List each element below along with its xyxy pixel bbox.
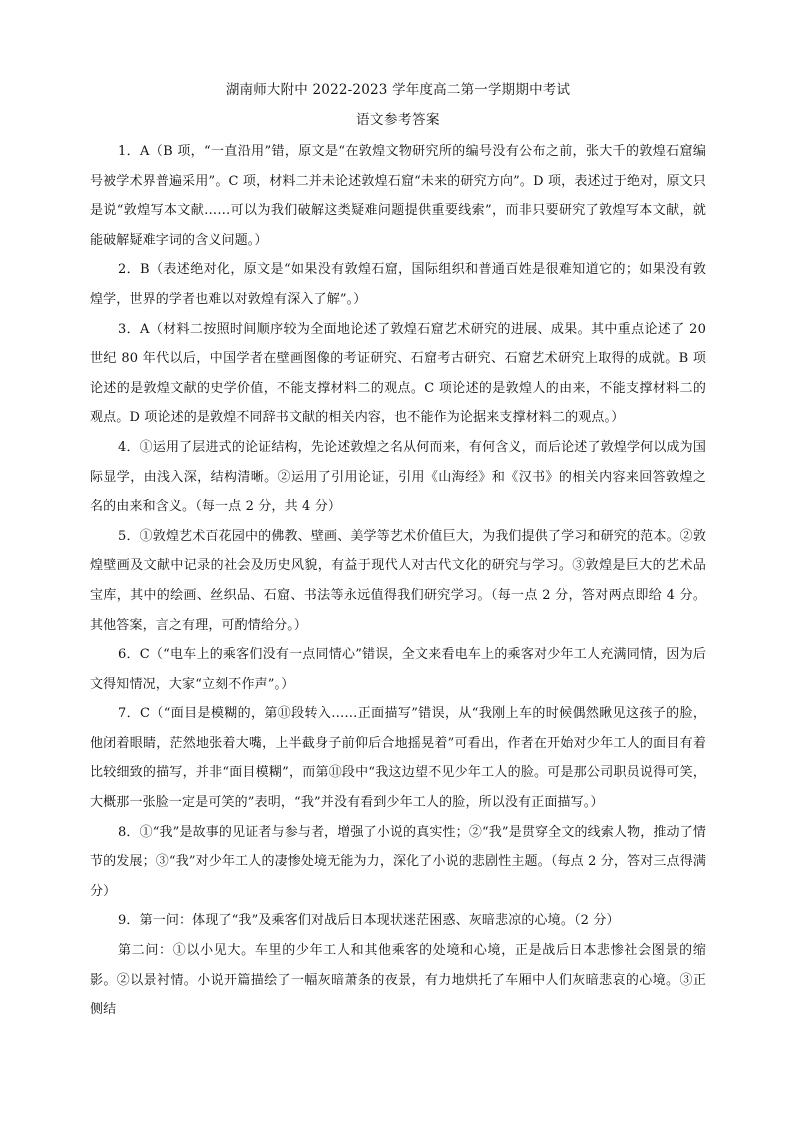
document-subtitle: 语文参考答案 bbox=[356, 112, 440, 128]
answer-2: 2．B（表述绝对化，原文是“如果没有敦煌石窟，国际组织和普通百姓是很难知道它的；如果没有敦煌学，世界的学者也难以对敦煌有深入了解”。） bbox=[90, 262, 706, 307]
answer-9-part-2: 第二问：①以小见大。车里的少年工人和其他乘客的处境和心境，正是战后日本悲惨社会图景的缩影。②以景衬情。小说开篇描绘了一幅灰暗萧条的夜景，有力地烘托了车厢中人们灰暗悲哀的心境。③正侧结 bbox=[90, 943, 706, 1018]
answer-9-part-1: 9．第一问：体现了“我”及乘客们对战后日本现状迷茫困惑、灰暗悲凉的心境。（2 分） bbox=[118, 913, 620, 929]
answer-6: 6．C（“电车上的乘客们没有一点同情心”错误，全文来看电车上的乘客对少年工人充满同情，因为后文得知情况，大家“立刻不作声”。） bbox=[90, 647, 706, 692]
answer-5: 5．①敦煌艺术百花园中的佛教、壁画、美学等艺术价值巨大，为我们提供了学习和研究的范本。②敦煌壁画及文献中记录的社会及历史风貌，有益于现代人对古代文化的研究与学习。③敦煌是巨大的艺术品宝库，其中的绘画、丝织品、石窟、书法等永远值得我们研究学习。（每一点 2 分，答对两点即给 4 分。其他答案，言之有理，可酌情给分。） bbox=[90, 528, 706, 633]
answer-4: 4．①运用了层进式的论证结构，先论述敦煌之名从何而来，有何含义，而后论述了敦煌学何以成为国际显学，由浅入深，结构清晰。②运用了引用论证，引用《山海经》和《汉书》的相关内容来回答敦煌之名的由来和含义。（每一点 2 分，共 4 分） bbox=[90, 439, 706, 515]
document-title: 湖南师大附中 2022-2023 学年度高二第一学期期中考试 bbox=[225, 82, 571, 98]
answer-7: 7．C（“面目是模糊的，第⑪段转入……正面描写”错误，从“我刚上车的时候偶然瞅见这孩子的脸，他闭着眼睛，茫然地张着大嘴，上半截身子前仰后合地摇晃着”可看出，作者在开始对少年工人的面目有着比较细致的描写，并非“面目模糊”，而第⑪段中“我这边望不见少年工人的脸。可是那公司职员说得可笑，大概那一张脸一定是可笑的”表明，“我”并没有看到少年工人的脸，所以没有正面描写。） bbox=[90, 706, 706, 811]
answer-8: 8．①“我”是故事的见证者与参与者，增强了小说的真实性；②“我”是贯穿全文的线索人物，推动了情节的发展；③“我”对少年工人的凄惨处境无能为力，深化了小说的悲剧性主题。（每点 2 分，答对三点得满分） bbox=[90, 824, 706, 899]
answer-1: 1．A（B 项，“一直沿用”错，原文是“在敦煌文物研究所的编号没有公布之前，张大千的敦煌石窟编号被学术界普遍采用”。C 项，材料二并未论述敦煌石窟“未来的研究方向”。D 项，表述过于绝对，原文只是说“敦煌写本文献……可以为我们破解这类疑难问题提供重要线索”，而非只要研究了敦煌写本文献，就能破解疑难字词的含义问题。） bbox=[90, 144, 706, 248]
answer-3: 3．A（材料二按照时间顺序较为全面地论述了敦煌石窟艺术研究的进展、成果。其中重点论述了 20 世纪 80 年代以后，中国学者在壁画图像的考证研究、石窟考古研究、石窟艺术研究上取得的成就。B 项论述的是敦煌文献的史学价值，不能支撑材料二的观点。C 项论述的是敦煌人的由来，不能支撑材料二的观点。D 项论述的是敦煌不同辞书文献的相关内容，也不能作为论据来支撑材料二的观点。） bbox=[90, 321, 706, 426]
